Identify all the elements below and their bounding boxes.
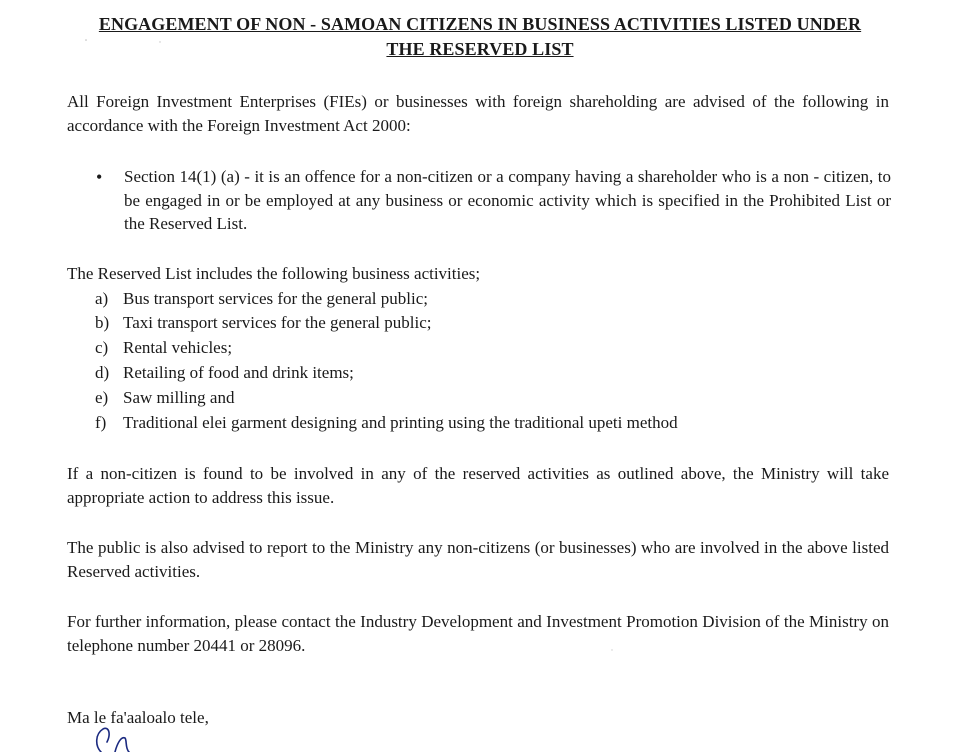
reserved-list-intro: The Reserved List includes the following business activities; (67, 264, 481, 283)
list-marker: c) (95, 338, 109, 357)
list-item-text: Bus transport services for the general public; (123, 289, 428, 308)
list-marker: d) (95, 363, 110, 382)
list-marker: a) (95, 289, 109, 308)
list-marker: b) (95, 313, 110, 332)
document-title-line-1: ENGAGEMENT OF NON - SAMOAN CITIZENS IN BUSINESS ACTIVITIES LISTED UNDER (98, 14, 862, 34)
report-paragraph: The public is also advised to report to the Ministry any non-citizens (or businesses) who are involved in the above listed Reserved activities. (67, 538, 889, 581)
list-item-text: Taxi transport services for the general public; (123, 313, 432, 332)
signature-image (87, 722, 167, 752)
closing-salutation: Ma le fa'aaloalo tele, (67, 708, 209, 727)
list-item (95, 287, 428, 311)
list-item-text: Retailing of food and drink items; (123, 363, 354, 382)
intro-paragraph: All Foreign Investment Enterprises (FIEs) or businesses with foreign shareholding are advised of the following in accordance with the Foreign Investment Act 2000: (67, 92, 889, 135)
list-marker: e) (95, 388, 109, 407)
bullet-text: Section 14(1) (a) - it is an offence for a non-citizen or a company having a shareholder who is a non - citizen, to be engaged in or be employed at any business or economic activity which is specified in the Prohibited List or the Reserved List. (124, 167, 891, 233)
document-title-line-2: THE RESERVED LIST (386, 39, 574, 59)
contact-paragraph: For further information, please contact the Industry Development and Investment Promotion Division of the Ministry on telephone number 20441 or 28096. (67, 612, 889, 655)
list-item (95, 386, 234, 410)
list-item (95, 336, 232, 360)
list-item (95, 361, 354, 385)
list-item-text: Traditional elei garment designing and printing using the traditional upeti method (123, 413, 678, 432)
action-paragraph: If a non-citizen is found to be involved in any of the reserved activities as outlined above, the Ministry will take appropriate action to address this issue. (67, 464, 889, 507)
list-item-text: Rental vehicles; (123, 338, 233, 357)
list-marker: f) (95, 413, 107, 432)
list-item-text: Saw milling and (123, 388, 235, 407)
list-item (95, 411, 678, 435)
bullet-dot-icon: • (96, 167, 103, 187)
list-item (95, 311, 431, 335)
